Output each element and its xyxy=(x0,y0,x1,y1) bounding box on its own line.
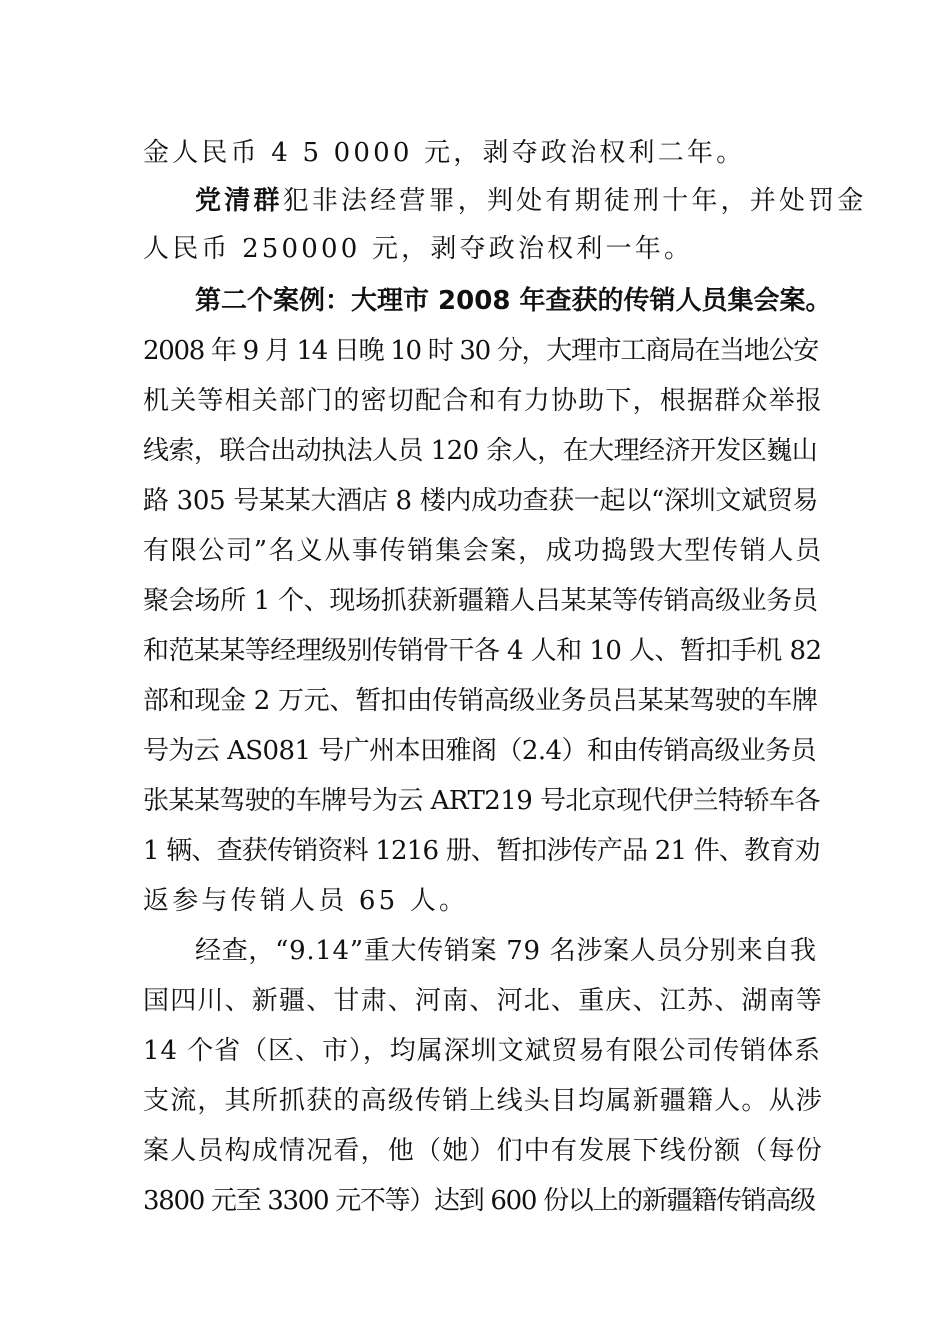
text-line: 部和现金 2 万元、暂扣由传销高级业务员吕某某驾驶的车牌 xyxy=(143,686,818,716)
text-line: 人民币 250000 元，剥夺政治权利一年。 xyxy=(143,234,694,264)
text-line: 线索，联合出动执法人员 120 余人，在大理经济开发区巍山 xyxy=(143,436,818,466)
text-line: 机关等相关部门的密切配合和有力协助下，根据群众举报 xyxy=(143,386,824,416)
text-line: 路 305 号某某大酒店 8 楼内成功查获一起以“深圳文斌贸易 xyxy=(143,486,819,516)
text-line: 有限公司”名义从事传销集会案，成功捣毁大型传销人员 xyxy=(143,536,823,566)
text-line: 聚会场所 1 个、现场抓获新疆籍人吕某某等传销高级业务员 xyxy=(143,586,818,616)
text-line: 支流，其所抓获的高级传销上线头目均属新疆籍人。从涉 xyxy=(143,1086,824,1116)
text-line: 案人员构成情况看，他（她）们中有发展下线份额（每份 xyxy=(143,1136,824,1166)
text-line: 返参与传销人员 65 人。 xyxy=(143,886,469,916)
defendant-name: 党清群 xyxy=(195,186,283,216)
text-line: 和范某某等经理级别传销骨干各 4 人和 10 人、暂扣手机 82 xyxy=(143,636,822,666)
text-line: 经查，“9.14”重大传销案 79 名涉案人员分别来自我 xyxy=(195,936,817,966)
text-line: 张某某驾驶的车牌号为云 ART219 号北京现代伊兰特轿车各 xyxy=(143,786,820,816)
case-heading: 第二个案例：大理市 2008 年查获的传销人员集会案。 xyxy=(195,286,832,316)
text-line: 1 辆、查获传销资料 1216 册、暂扣涉传产品 21 件、教育劝 xyxy=(143,836,820,866)
text-line: 3800 元至 3300 元不等）达到 600 份以上的新疆籍传销高级 xyxy=(143,1186,815,1216)
text-line: 14 个省（区、市），均属深圳文斌贸易有限公司传销体系 xyxy=(143,1036,821,1066)
text-segment: 犯非法经营罪，判处有期徒刑十年，并处罚金 xyxy=(282,186,867,216)
text-line xyxy=(195,186,875,216)
text-line: 号为云 AS081 号广州本田雅阁（2.4）和由传销高级业务员 xyxy=(143,736,817,766)
text-line: 2008 年 9 月 14 日晚 10 时 30 分，大理市工商局在当地公安 xyxy=(143,336,818,366)
text-line: 国四川、新疆、甘肃、河南、河北、重庆、江苏、湖南等 xyxy=(143,986,824,1016)
text-line: 金人民币 4 5 0000 元，剥夺政治权利二年。 xyxy=(143,138,746,168)
